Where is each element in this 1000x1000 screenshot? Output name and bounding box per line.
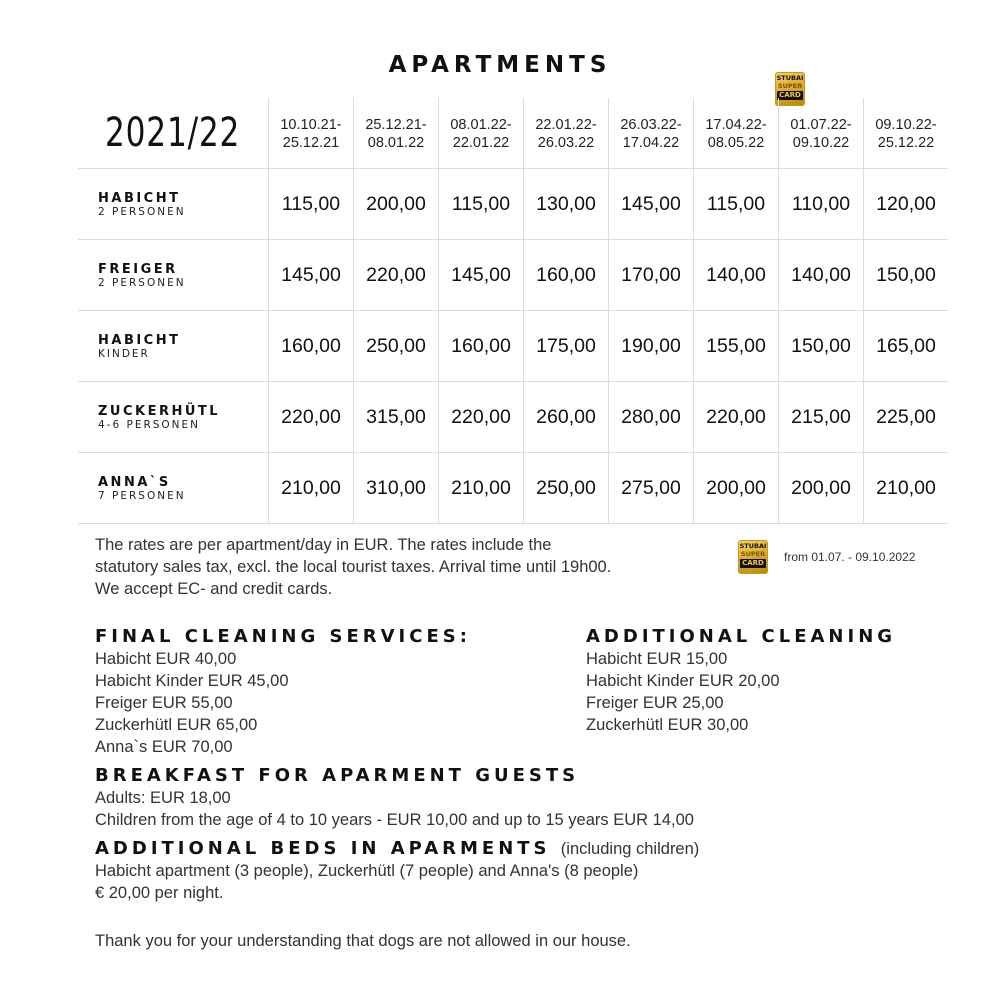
price-value: 190,00 <box>621 334 681 357</box>
period-cell <box>269 98 354 169</box>
final-cleaning-section <box>95 626 471 758</box>
price-value: 315,00 <box>366 405 426 428</box>
price-value: 160,00 <box>536 263 596 286</box>
price-value: 115,00 <box>281 192 341 215</box>
price-value: 210,00 <box>451 476 511 499</box>
list-item: Zuckerhütl EUR 30,00 <box>586 716 749 734</box>
price-cell <box>694 453 779 524</box>
badge-line-3: CARD <box>777 91 803 100</box>
period-label: 08.01.22- 22.01.22 <box>450 117 512 151</box>
price-value: 175,00 <box>536 334 596 357</box>
price-value: 200,00 <box>706 476 766 499</box>
price-value: 210,00 <box>281 476 341 499</box>
price-cell <box>694 240 779 311</box>
list-item: Habicht EUR 40,00 <box>95 650 237 668</box>
price-cell <box>439 169 524 240</box>
price-cell <box>694 311 779 382</box>
price-value: 140,00 <box>791 263 851 286</box>
price-cell <box>694 169 779 240</box>
table-row <box>78 382 948 453</box>
supercard-validity-note: from 01.07. - 09.10.2022 <box>784 550 916 564</box>
period-label: 17.04.22- 08.05.22 <box>705 117 767 151</box>
dogs-policy-note: Thank you for your understanding that dogs are not allowed in our house. <box>95 932 631 950</box>
period-label: 09.10.22- 25.12.22 <box>875 117 937 151</box>
additional-cleaning-section <box>586 626 896 736</box>
price-cell <box>864 240 949 311</box>
price-cell <box>864 169 949 240</box>
period-cell <box>864 98 949 169</box>
price-value: 165,00 <box>876 334 936 357</box>
period-cell <box>609 98 694 169</box>
stubai-super-card-logo <box>738 540 768 574</box>
additional-beds-heading-row <box>95 838 699 860</box>
price-value: 130,00 <box>536 192 596 215</box>
badge-line-2: SUPER <box>777 82 803 90</box>
price-value: 150,00 <box>876 263 936 286</box>
price-cell <box>779 240 864 311</box>
price-value: 145,00 <box>281 263 341 286</box>
price-cell <box>779 169 864 240</box>
price-cell <box>609 382 694 453</box>
season-cell <box>78 98 269 169</box>
list-item: Habicht Kinder EUR 45,00 <box>95 672 289 690</box>
period-cell <box>354 98 439 169</box>
price-cell <box>439 382 524 453</box>
price-value: 200,00 <box>366 192 426 215</box>
list-item: Zuckerhütl EUR 65,00 <box>95 716 258 734</box>
price-value: 250,00 <box>366 334 426 357</box>
price-cell <box>354 453 439 524</box>
apartment-occupancy: 2 PERSONEN <box>98 205 186 218</box>
period-label: 26.03.22- 17.04.22 <box>620 117 682 151</box>
price-value: 225,00 <box>876 405 936 428</box>
badge-line-2: SUPER <box>740 550 766 558</box>
additional-beds-line: Habicht apartment (3 people), Zuckerhütl (7 people) and Anna's (8 people) <box>95 862 639 880</box>
additional-beds-note: (including children) <box>560 840 700 858</box>
period-cell <box>524 98 609 169</box>
price-cell <box>609 453 694 524</box>
period-label: 25.12.21- 08.01.22 <box>365 117 427 151</box>
rates-note-line: statutory sales tax, excl. the local tourist taxes. Arrival time until 19h00. <box>95 558 612 576</box>
period-label: 22.01.22- 26.03.22 <box>535 117 597 151</box>
price-value: 160,00 <box>451 334 511 357</box>
apartment-name-cell <box>78 453 269 524</box>
price-cell <box>439 453 524 524</box>
price-value: 200,00 <box>791 476 851 499</box>
final-cleaning-heading: FINAL CLEANING SERVICES: <box>95 626 471 647</box>
price-value: 275,00 <box>621 476 681 499</box>
additional-beds-line: € 20,00 per night. <box>95 884 224 902</box>
breakfast-line: Children from the age of 4 to 10 years - EUR 10,00 and up to 15 years EUR 14,00 <box>95 811 694 829</box>
price-cell <box>779 311 864 382</box>
table-row <box>78 453 948 524</box>
price-cell <box>269 453 354 524</box>
price-cell <box>694 382 779 453</box>
table-header-row <box>78 98 948 169</box>
apartment-name-cell <box>78 240 269 311</box>
price-value: 220,00 <box>281 405 341 428</box>
apartment-name-cell <box>78 382 269 453</box>
price-value: 260,00 <box>536 405 596 428</box>
price-value: 140,00 <box>706 263 766 286</box>
rates-note-line: The rates are per apartment/day in EUR. The rates include the <box>95 536 552 554</box>
price-value: 215,00 <box>791 405 851 428</box>
price-cell <box>354 311 439 382</box>
list-item: Anna`s EUR 70,00 <box>95 738 233 756</box>
rates-note-line: We accept EC- and credit cards. <box>95 580 333 598</box>
price-value: 220,00 <box>706 405 766 428</box>
price-cell <box>524 453 609 524</box>
price-value: 115,00 <box>451 192 511 215</box>
list-item: Freiger EUR 25,00 <box>586 694 724 712</box>
price-cell <box>269 382 354 453</box>
price-cell <box>354 169 439 240</box>
breakfast-section <box>95 765 694 831</box>
price-cell <box>524 240 609 311</box>
price-value: 110,00 <box>791 192 851 215</box>
price-cell <box>269 311 354 382</box>
apartment-occupancy: 4-6 PERSONEN <box>98 418 201 431</box>
price-cell <box>779 382 864 453</box>
price-cell <box>354 382 439 453</box>
table-row <box>78 311 948 382</box>
badge-line-1: STUBAI <box>776 74 804 82</box>
list-item: Freiger EUR 55,00 <box>95 694 233 712</box>
rates-table <box>78 98 948 524</box>
price-cell <box>439 240 524 311</box>
additional-beds-heading: ADDITIONAL BEDS IN APARMENTS <box>95 838 551 859</box>
price-cell <box>609 240 694 311</box>
list-item: Habicht Kinder EUR 20,00 <box>586 672 780 690</box>
period-cell <box>439 98 524 169</box>
apartment-name: ZUCKERHÜTL <box>98 403 221 419</box>
rates-note <box>95 534 611 600</box>
price-cell <box>779 453 864 524</box>
list-item: Habicht EUR 15,00 <box>586 650 728 668</box>
price-cell <box>864 311 949 382</box>
badge-line-3: CARD <box>740 559 766 568</box>
breakfast-heading: BREAKFAST FOR APARMENT GUESTS <box>95 765 580 786</box>
price-value: 220,00 <box>451 405 511 428</box>
table-row <box>78 169 948 240</box>
price-cell <box>864 382 949 453</box>
breakfast-line: Adults: EUR 18,00 <box>95 789 231 807</box>
apartment-name-cell <box>78 169 269 240</box>
apartment-name: ANNA`S <box>98 474 171 490</box>
price-cell <box>269 169 354 240</box>
price-cell <box>609 169 694 240</box>
page-title: APARTMENTS <box>388 52 612 78</box>
apartment-name: HABICHT <box>98 190 181 206</box>
price-value: 155,00 <box>706 334 766 357</box>
price-value: 150,00 <box>791 334 851 357</box>
period-cell <box>694 98 779 169</box>
price-value: 145,00 <box>621 192 681 215</box>
price-value: 145,00 <box>451 263 511 286</box>
additional-cleaning-heading: ADDITIONAL CLEANING <box>586 626 897 647</box>
price-cell <box>439 311 524 382</box>
period-label: 10.10.21- 25.12.21 <box>280 117 342 151</box>
apartment-name: FREIGER <box>98 261 178 277</box>
price-value: 160,00 <box>281 334 341 357</box>
price-value: 115,00 <box>706 192 766 215</box>
price-value: 280,00 <box>621 405 681 428</box>
price-value: 220,00 <box>366 263 426 286</box>
apartment-occupancy: 7 PERSONEN <box>98 489 186 502</box>
period-label: 01.07.22- 09.10.22 <box>790 117 852 151</box>
apartment-name: HABICHT <box>98 332 181 348</box>
price-cell <box>524 311 609 382</box>
apartment-occupancy: KINDER <box>98 347 150 360</box>
price-cell <box>269 240 354 311</box>
price-cell <box>609 311 694 382</box>
apartment-name-cell <box>78 311 269 382</box>
price-cell <box>524 169 609 240</box>
table-row <box>78 240 948 311</box>
price-value: 310,00 <box>366 476 426 499</box>
price-value: 250,00 <box>536 476 596 499</box>
price-cell <box>864 453 949 524</box>
price-value: 170,00 <box>621 263 681 286</box>
badge-line-1: STUBAI <box>739 542 767 550</box>
price-value: 210,00 <box>876 476 936 499</box>
season-label: 2021/22 <box>105 110 241 156</box>
price-cell <box>354 240 439 311</box>
additional-beds-section <box>95 838 699 904</box>
apartment-occupancy: 2 PERSONEN <box>98 276 186 289</box>
price-value: 120,00 <box>876 192 936 215</box>
price-cell <box>524 382 609 453</box>
period-cell <box>779 98 864 169</box>
